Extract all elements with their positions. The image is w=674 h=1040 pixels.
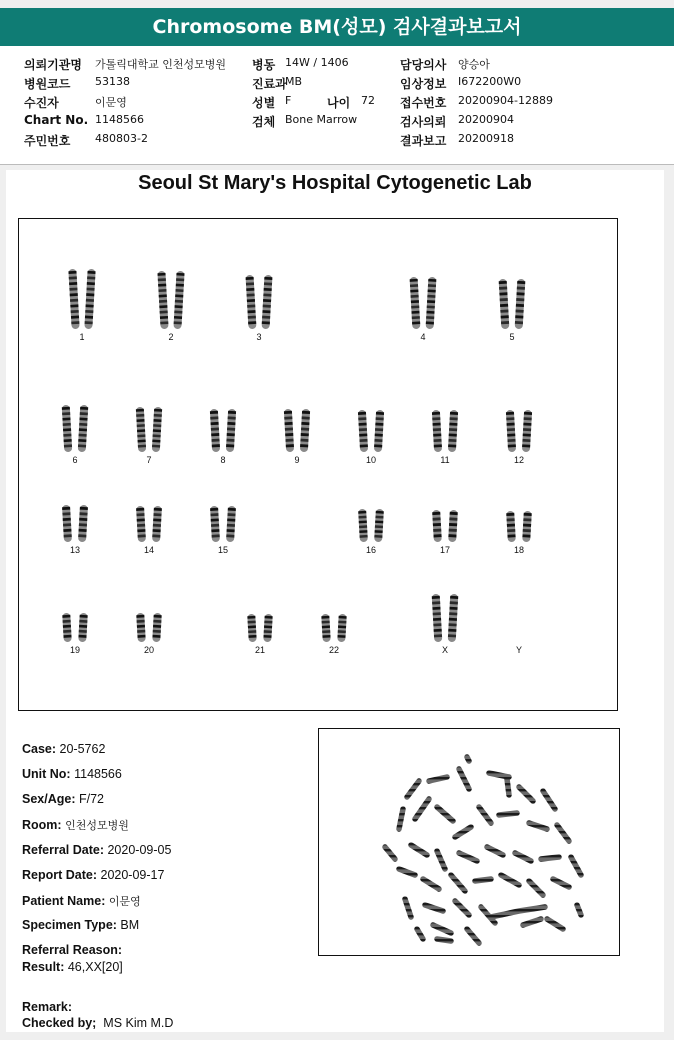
header-value: Bone Marrow xyxy=(285,113,358,126)
chromosome-pair xyxy=(45,482,105,558)
chromosome-pair-image xyxy=(193,482,253,544)
chromosome-pair xyxy=(341,392,401,468)
chromosome-label: 16 xyxy=(365,545,376,555)
header-key: 임상정보 xyxy=(400,77,447,91)
header-value: 1148566 xyxy=(95,113,144,126)
header-key: 담당의사 xyxy=(400,58,447,72)
chromosome-pair xyxy=(52,269,112,345)
sexage-line xyxy=(22,792,104,806)
header-value: 480803-2 xyxy=(95,132,148,145)
header-value: 이문영 xyxy=(95,96,127,109)
chromosome-pair-image xyxy=(52,269,112,331)
checked-label: Checked by; xyxy=(22,1016,97,1030)
result-label: Result: xyxy=(22,960,65,974)
chromosome-pair-image xyxy=(45,392,105,454)
chromosome-pair xyxy=(193,482,253,558)
specimen-value: BM xyxy=(120,918,140,932)
chromosome-pair xyxy=(489,582,549,658)
chromosome-label: 1 xyxy=(79,332,85,342)
chromosome-pair xyxy=(415,482,475,558)
chromosome-pair-image xyxy=(230,582,290,644)
header-key: 검사의뢰 xyxy=(400,115,447,129)
chromosome-pair xyxy=(415,392,475,468)
checked-line xyxy=(22,1016,173,1030)
room-line xyxy=(22,817,129,833)
header-row xyxy=(0,132,674,150)
chromosome-pair xyxy=(193,392,253,468)
chromosome-pair xyxy=(304,582,364,658)
chromosome-pair xyxy=(119,482,179,558)
chromosome-label: 8 xyxy=(220,455,226,465)
chromosome-label: 19 xyxy=(69,645,80,655)
chromosome-pair-image xyxy=(193,392,253,454)
chromosome-pair xyxy=(393,269,453,345)
chromosome-pair-image xyxy=(45,582,105,644)
report-title: Chromosome BM(성모) 검사결과보고서 xyxy=(0,8,674,46)
chromosome-pair-image xyxy=(141,269,201,331)
referral-date-line xyxy=(22,843,171,857)
chromosome-label: Y xyxy=(515,645,522,655)
chromosome-pair-image xyxy=(489,482,549,544)
chromosome-pair xyxy=(119,582,179,658)
header-key: 성별 xyxy=(252,96,276,110)
referral-date-value: 2020-09-05 xyxy=(107,843,172,857)
header-value: 양승아 xyxy=(458,58,490,71)
patient-value: 이문영 xyxy=(108,896,141,908)
header-key: Chart No. xyxy=(24,113,89,127)
specimen-label: Specimen Type: xyxy=(22,918,117,932)
chromosome-pair-image xyxy=(393,269,453,331)
header-key: 의뢰기관명 xyxy=(24,58,82,72)
header-value: MB xyxy=(285,75,303,88)
chromosome-pair xyxy=(230,582,290,658)
chromosome-pair-image xyxy=(489,582,549,644)
checked-value: MS Kim M.D xyxy=(103,1016,174,1030)
chromosome-label: X xyxy=(441,645,448,655)
result-value: 46,XX[20] xyxy=(67,960,123,974)
chromosome-label: 5 xyxy=(509,332,515,342)
chromosome-pair-image xyxy=(229,269,289,331)
chromosome-pair-image xyxy=(119,482,179,544)
header-key: 검체 xyxy=(252,115,276,129)
lab-name: Seoul St Mary's Hospital Cytogenetic Lab xyxy=(138,172,532,194)
chromosome-pair xyxy=(45,582,105,658)
chromosome-pair-image xyxy=(119,392,179,454)
unit-label: Unit No: xyxy=(22,767,71,781)
chromosome-pair-image xyxy=(415,392,475,454)
header-key: 결과보고 xyxy=(400,134,447,148)
header-row xyxy=(0,113,674,131)
sexage-label: Sex/Age: xyxy=(22,792,76,806)
chromosome-label: 11 xyxy=(440,455,450,465)
header-value: 20200918 xyxy=(458,132,514,145)
chromosome-label: 3 xyxy=(256,332,262,342)
chromosome-pair xyxy=(141,269,201,345)
chromosome-label: 13 xyxy=(69,545,80,555)
referral-date-label: Referral Date: xyxy=(22,843,104,857)
chromosome-pair-image xyxy=(119,582,179,644)
header-value: I672200W0 xyxy=(458,75,522,88)
header-row xyxy=(0,56,674,74)
room-label: Room: xyxy=(22,818,62,832)
sexage-value: F/72 xyxy=(78,792,104,806)
header-key: 수진자 xyxy=(24,96,59,110)
unit-value: 1148566 xyxy=(74,767,122,781)
chromosome-label: 7 xyxy=(146,455,152,465)
chromosome-label: 18 xyxy=(513,545,524,555)
header-row xyxy=(0,75,674,93)
karyogram xyxy=(18,218,618,711)
patient-line xyxy=(22,893,141,909)
chromosome-pair xyxy=(45,392,105,468)
header-value: 20200904-12889 xyxy=(458,94,553,107)
case-line xyxy=(22,742,105,756)
chromosome-pair-image xyxy=(415,582,475,644)
chromosome-label: 6 xyxy=(72,455,78,465)
chromosome-pair-image xyxy=(489,392,549,454)
chromosome-pair xyxy=(489,482,549,558)
metaphase-spread xyxy=(319,729,618,954)
chromosome-pair-image xyxy=(341,482,401,544)
header-key: 병동 xyxy=(252,58,276,72)
chromosome-label: 15 xyxy=(217,545,228,555)
chromosome-label: 22 xyxy=(328,645,339,655)
remark-line xyxy=(22,1000,72,1014)
chromosome-pair xyxy=(229,269,289,345)
chromosome-pair-image xyxy=(304,582,364,644)
case-label: Case: xyxy=(22,742,57,756)
header-key: 병원코드 xyxy=(24,77,71,91)
reason-line xyxy=(22,943,122,957)
room-value: 인천성모병원 xyxy=(65,820,129,832)
metaphase-image xyxy=(318,728,620,956)
header-value: 가톨릭대학교 인천성모병원 xyxy=(95,58,227,71)
chromosome-label: 4 xyxy=(420,332,426,342)
age-value: 72 xyxy=(361,94,375,107)
header-row xyxy=(0,94,674,112)
chromosome-pair xyxy=(489,392,549,468)
chromosome-pair-image xyxy=(267,392,327,454)
report-date-line xyxy=(22,868,164,882)
patient-label: Patient Name: xyxy=(22,894,106,908)
unit-line xyxy=(22,767,122,781)
chromosome-pair-image xyxy=(482,269,542,331)
reason-label: Referral Reason: xyxy=(22,943,123,957)
chromosome-label: 14 xyxy=(143,545,154,555)
chromosome-label: 2 xyxy=(168,332,174,342)
specimen-line xyxy=(22,918,139,932)
remark-label: Remark: xyxy=(22,1000,73,1014)
report-page xyxy=(6,170,664,1032)
chromosome-label: 9 xyxy=(294,455,300,465)
header-value: 53138 xyxy=(95,75,130,88)
chromosome-label: 12 xyxy=(513,455,524,465)
chromosome-pair xyxy=(415,582,475,658)
result-line xyxy=(22,960,123,974)
chromosome-pair xyxy=(119,392,179,468)
chromosome-pair xyxy=(267,392,327,468)
header-value: 20200904 xyxy=(458,113,514,126)
chromosome-label: 10 xyxy=(365,455,376,465)
chromosome-label: 21 xyxy=(254,645,265,655)
age-label: 나이 xyxy=(327,96,351,110)
chromosome-pair-image xyxy=(45,482,105,544)
chromosome-pair xyxy=(341,482,401,558)
chromosome-label: 17 xyxy=(439,545,450,555)
header-value: F xyxy=(285,94,292,107)
chromosome-pair-image xyxy=(341,392,401,454)
header-value: 14W / 1406 xyxy=(285,56,349,69)
patient-header xyxy=(0,46,674,165)
chromosome-pair-image xyxy=(415,482,475,544)
report-date-value: 2020-09-17 xyxy=(100,868,165,882)
header-key: 진료과 xyxy=(252,77,287,91)
chromosome-pair xyxy=(482,269,542,345)
chromosome-label: 20 xyxy=(143,645,154,655)
case-value: 20-5762 xyxy=(59,742,106,756)
header-key: 접수번호 xyxy=(400,96,447,110)
header-key: 주민번호 xyxy=(24,134,71,148)
report-date-label: Report Date: xyxy=(22,868,98,882)
